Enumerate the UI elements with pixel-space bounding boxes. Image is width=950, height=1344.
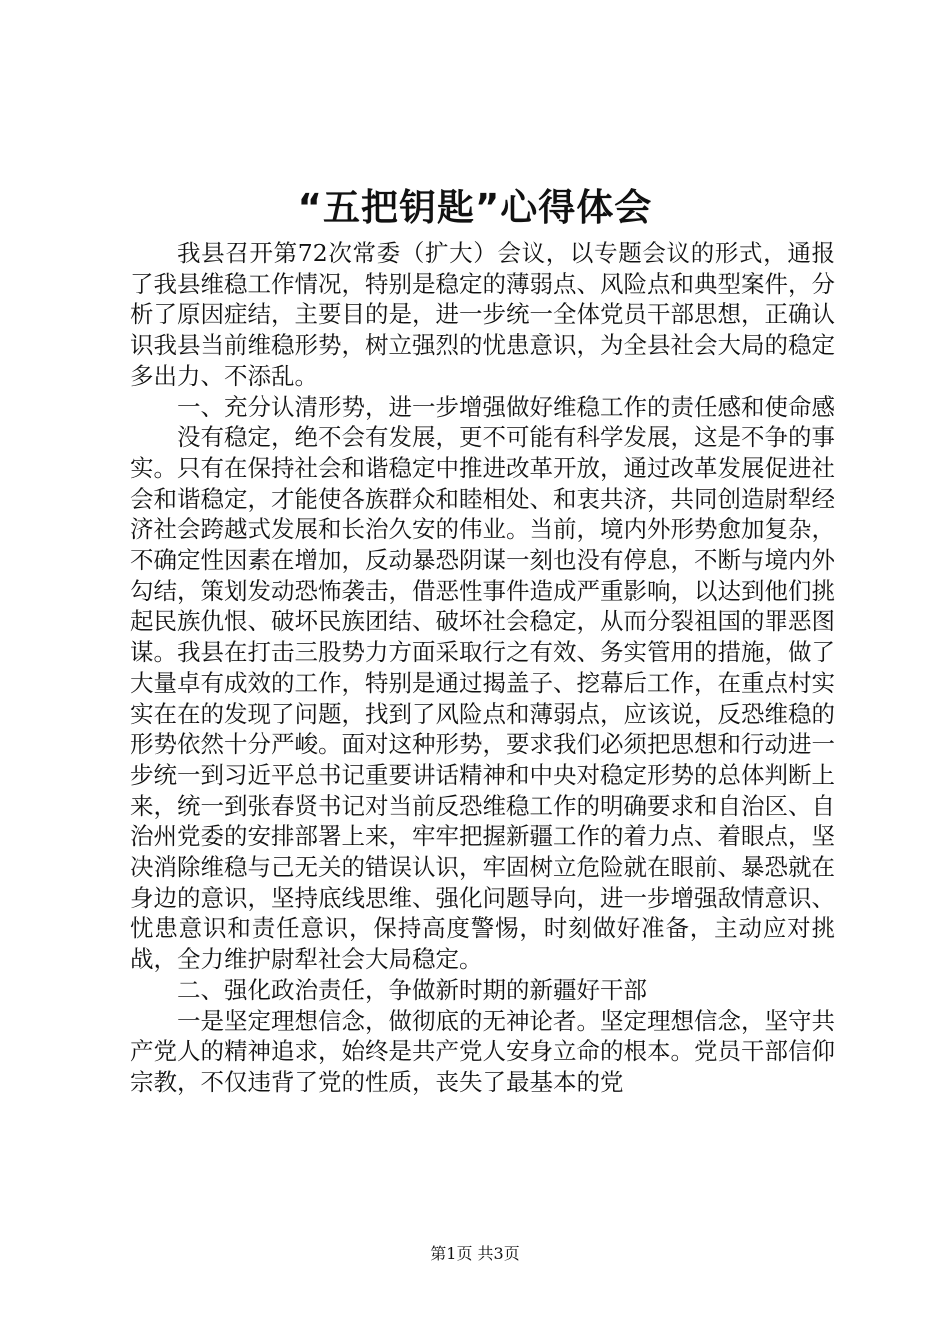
paragraph-section-2: 一是坚定理想信念，做彻底的无神论者。坚定理想信念，坚守共产党人的精神追求，始终是共产党人安身立命的根本。党员干部信仰宗教，不仅违背了党的性质，丧失了最基本的党 [130, 1006, 835, 1096]
section-heading-2: 二、强化政治责任，争做新时期的新疆好干部 [177, 975, 647, 1004]
paragraph-intro: 我县召开第72次常委（扩大）会议，以专题会议的形式，通报了我县维稳工作情况，特别是稳定的薄弱点、风险点和典型案件，分析了原因症结，主要目的是，进一步统一全体党员干部思想，正确认识我县当前维稳形势，树立强烈的忧患意识，为全县社会大局的稳定多出力、不添乱。 [130, 239, 835, 390]
paragraph-section-1: 没有稳定，绝不会有发展，更不可能有科学发展，这是不争的事实。只有在保持社会和谐稳定中推进改革开放，通过改革发展促进社会和谐稳定，才能使各族群众和睦相处、和衷共济，共同创造尉犁经济社会跨越式发展和长治久安的伟业。当前，境内外形势愈加复杂，不确定性因素在增加，反动暴恐阴谋一刻也没有停息，不断与境内外勾结，策划发动恐怖袭击，借恶性事件造成严重影响，以达到他们挑起民族仇恨、破坏民族团结、破坏社会稳定，从而分裂祖国的罪恶图谋。我县在打击三股势力方面采取行之有效、务实管用的措施，做了大量卓有成效的工作，特别是通过揭盖子、挖幕后工作，在重点村实实在在的发现了问题，找到了风险点和薄弱点，应该说，反恐维稳的形势依然十分严峻。面对这种形势，要求我们必须把思想和行动进一步统一到习近平总书记重要讲话精神和中央对稳定形势的总体判断上来，统一到张春贤书记对当前反恐维稳工作的明确要求和自治区、自治州党委的安排部署上来，牢牢把握新疆工作的着力点、着眼点，坚决消除维稳与己无关的错误认识，牢固树立危险就在眼前、暴恐就在身边的意识，坚持底线思维、强化问题导向，进一步增强敌情意识、忧患意识和责任意识，保持高度警惕，时刻做好准备，主动应对挑战，全力维护尉犁社会大局稳定。 [130, 423, 835, 974]
document-title: “五把钥匙”心得体会 [297, 186, 653, 229]
document-body [130, 238, 835, 1098]
section-heading-1: 一、充分认清形势，进一步增强做好维稳工作的责任感和使命感 [177, 392, 835, 421]
page-footer: 第1页 共3页 [430, 1244, 520, 1263]
